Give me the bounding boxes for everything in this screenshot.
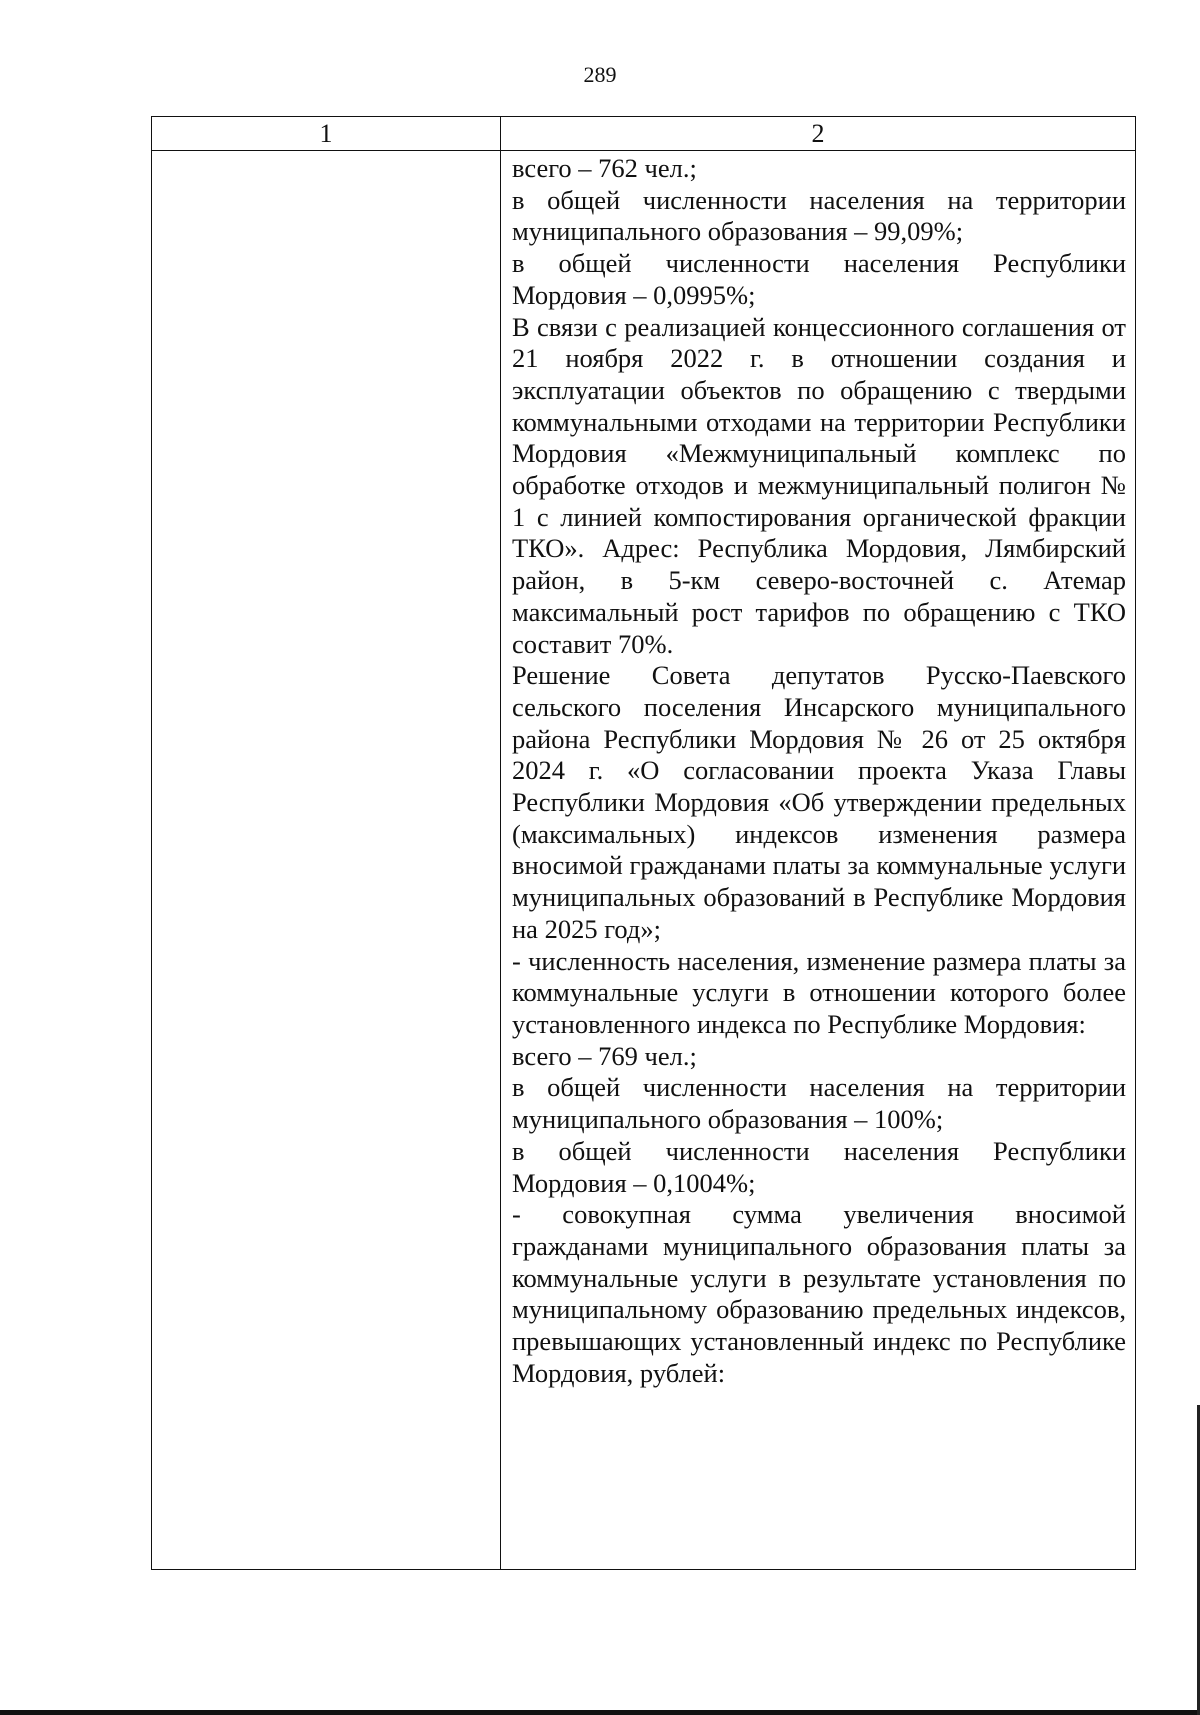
column-divider — [500, 117, 501, 1569]
table-header-row — [152, 117, 1135, 151]
paragraph-population-change: - численность населения, изменение размера платы за коммунальные услуги в отношении которого более установленного индекса по Республике Мордовия: — [512, 945, 1126, 1039]
paragraph-concession: В связи с реализацией концессионного соглашения от 21 ноября 2022 г. в отношении создания и эксплуатации объектов по обращению с твердыми коммунальными отходами на территории Республики Мордовия «Межмуниципальный комплекс по обработке отходов и межмуниципальный полигон № 1 с линией компостирования органической фракции ТКО». Адрес: Республика Мордовия, Лямбирский район, в 5-км северо-восточней с. Атемар максимальный рост тарифов по обращению с ТКО составит 70%. — [512, 311, 1126, 659]
scan-bottom-edge — [0, 1710, 1200, 1715]
column-header-2: 2 — [811, 119, 825, 148]
paragraph-total-769: всего – 769 чел.; — [512, 1040, 697, 1071]
paragraph-share-republic-1: в общей численности населения Республики Мордовия – 0,0995%; — [512, 248, 1126, 310]
paragraph-council-decision: Решение Совета депутатов Русско-Паевского сельского поселения Инсарского муниципального района Республики Мордовия № 26 от 25 октября 2024 г. «О согласовании проекта Указа Главы Республики Мордовия «Об утверждении предельных (максимальных) индексов изменения размера вносимой гражданами платы за коммунальные услуги муниципальных образований в Республике Мордовия на 2025 год»; — [512, 660, 1126, 944]
paragraph-share-municipal-1: в общей численности населения на территории муниципального образования – 99,09%; — [512, 184, 1126, 247]
paragraph-share-municipal-2: в общей численности населения на территории муниципального образования – 100%; — [512, 1072, 1126, 1135]
table-content-cell — [512, 153, 1126, 1389]
paragraph-share-republic-2: в общей численности населения Республики Мордовия – 0,1004%; — [512, 1135, 1126, 1198]
document-table — [151, 116, 1136, 1570]
paragraph-total-sum: - совокупная сумма увеличения вносимой гражданами муниципального образования платы за коммунальные услуги в результате установления по муниципальному образованию предельных индексов, превышающих установленный индекс по Республике Мордовия, рублей: — [512, 1199, 1126, 1388]
paragraph-total-762: всего – 762 чел.; — [512, 153, 697, 183]
column-header-1: 1 — [319, 119, 333, 148]
page-number: 289 — [583, 62, 617, 87]
